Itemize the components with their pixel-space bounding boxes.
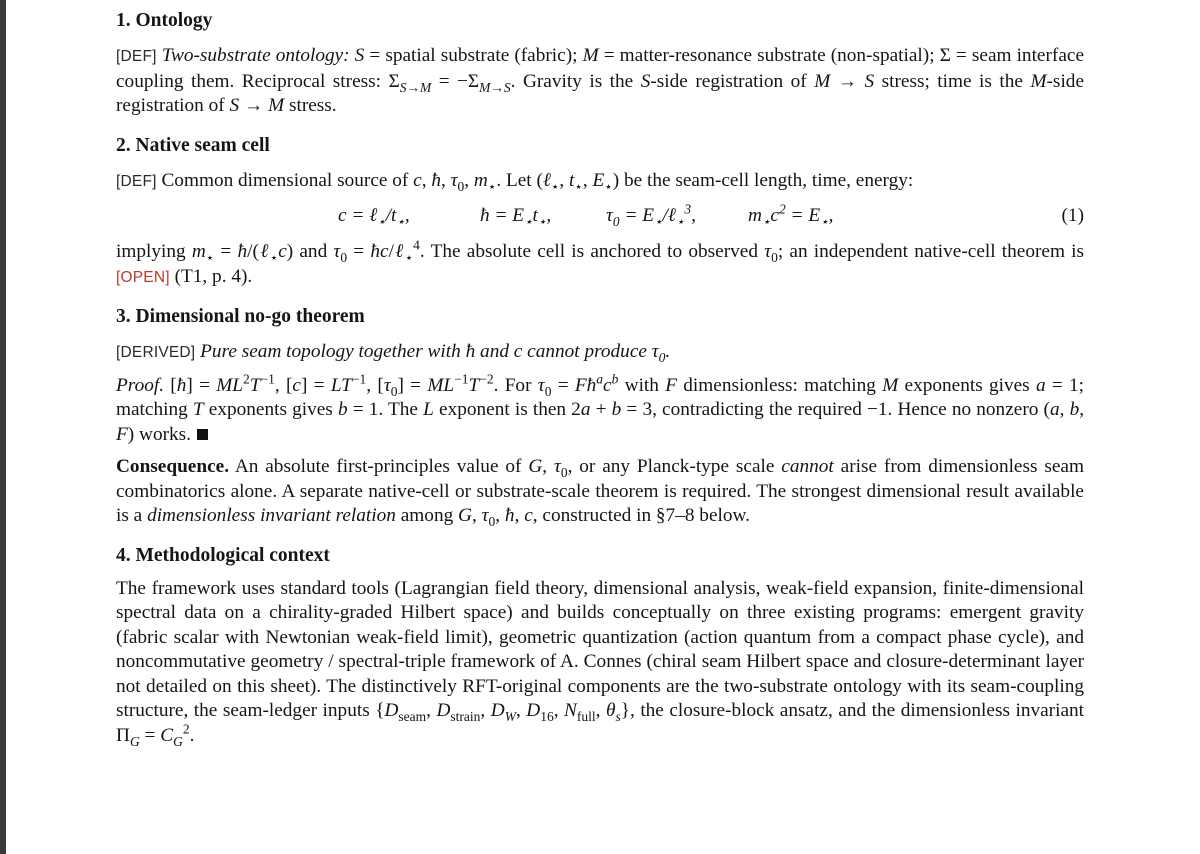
open-tag: [OPEN] xyxy=(116,268,170,286)
equation-hbar: ħ = $E_⋆t_⋆$, xyxy=(480,205,552,229)
theorem-proof: Proof. [ħ] = $ML^2T^{-1}$, $[c] = LT^{-1}$, $[\tau_0] = ML^{-1}T^{-2}$. For $\tau_0$ = $Fħ^ac^b$ with F dimensionless: matching M exponents gives a = 1; matching T exponents gives b = 1. The L exponent is then 2a + b = 3, contradicting the required −1. Hence no nonzero (a, b, F) works. xyxy=(116,371,1085,445)
def-title: Two-substrate ontology: xyxy=(161,45,350,66)
equation-number: (1) xyxy=(1061,205,1084,226)
qed-square-icon xyxy=(197,429,208,440)
native-cell-definition: [DEF] Common dimensional source of c, ħ, $\tau_0$, $m_⋆$. Let (ℓ$_⋆$, $t_⋆$, $E_⋆$) be the seam-cell length, time, energy: xyxy=(116,169,914,194)
equation-mass: $m_⋆c^2 = E_⋆$, xyxy=(748,201,834,229)
theorem-claim: [DERIVED] Pure seam topology together with ħ and c cannot produce $\tau_0$. xyxy=(116,341,671,365)
proof-label: Proof. xyxy=(116,374,165,396)
consequence-label: Consequence. xyxy=(116,456,230,477)
section-heading-ontology: 1. Ontology xyxy=(116,10,213,31)
equation-tau: $\tau_0$ = $E_⋆/\ell_⋆^3$, xyxy=(606,201,696,229)
derived-tag: [DERIVED] xyxy=(116,344,196,361)
theorem-consequence: Consequence. An absolute first-principles value of G, $\tau_0$, or any Planck-type scale cannot arise from dimensionless seam combinatorics alone. A separate native-cell or substrate-scale theorem is required. The strongest dimensional result available is a dimensionless invariant relation among G, $\tau_0$, ħ, c, constructed in §7–8 below. xyxy=(116,456,1084,529)
equation-c: $c = \ell_⋆/t_⋆$, xyxy=(338,205,410,229)
section-heading-methodological-context: 4. Methodological context xyxy=(116,544,330,566)
page-edge-shadow xyxy=(0,0,6,854)
equation-1 xyxy=(116,201,1084,234)
def-tag: [DEF] xyxy=(116,172,157,190)
methodology-body: The framework uses standard tools (Lagrangian field theory, dimensional analysis, weak-field expansion, finite-dimensional spectral data on a chirality-graded Hilbert space) and builds conceptually on three existing programs: emergent gravity (fabric scalar with Newtonian weak-field limit), geometric quantization (action quantum from a compact phase cycle), and noncommutative geometry / spectral-triple framework of A. Connes (chiral seam Hilbert space and closure-determinant layer not detailed on this sheet). The distinctively RFT-original components are the two-substrate ontology with its seam-coupling structure, the seam-ledger inputs {$D_{seam}$, $D_{strain}$, $D_W$, $D_{16}$, $N_{full}$, $\theta_s$}, the closure-block ansatz, and the dimensionless invariant $\Pi_G = C_G^2$. xyxy=(116,577,1085,749)
section-heading-native-seam-cell: 2. Native seam cell xyxy=(116,134,270,156)
native-cell-implication: implying $m_⋆$ = ħ/(ℓ$_⋆$c) and $\tau_0$ = ħc/ℓ$_⋆^4$. The absolute cell is anchored to observed $\tau_0$; an independent native-cell theorem is [OPEN] (T1, p. 4). xyxy=(116,237,1085,287)
ontology-definition: [DEF] Two-substrate ontology: S = spatial substrate (fabric); M = matter-resonance substrate (non-spatial); Σ = seam interface coupling them. Reciprocal stress: $\Sigma_{S\to M} = -\Sigma_{M\to S}$. Gravity is the S-side registration of M → S stress; time is the M-side registration of S → M stress. xyxy=(116,45,1084,116)
section-heading-no-go-theorem: 3. Dimensional no-go theorem xyxy=(116,306,365,327)
def-tag: [DEF] xyxy=(116,48,157,65)
document-page xyxy=(116,8,1084,748)
open-reference: (T1, p. 4). xyxy=(174,265,253,287)
